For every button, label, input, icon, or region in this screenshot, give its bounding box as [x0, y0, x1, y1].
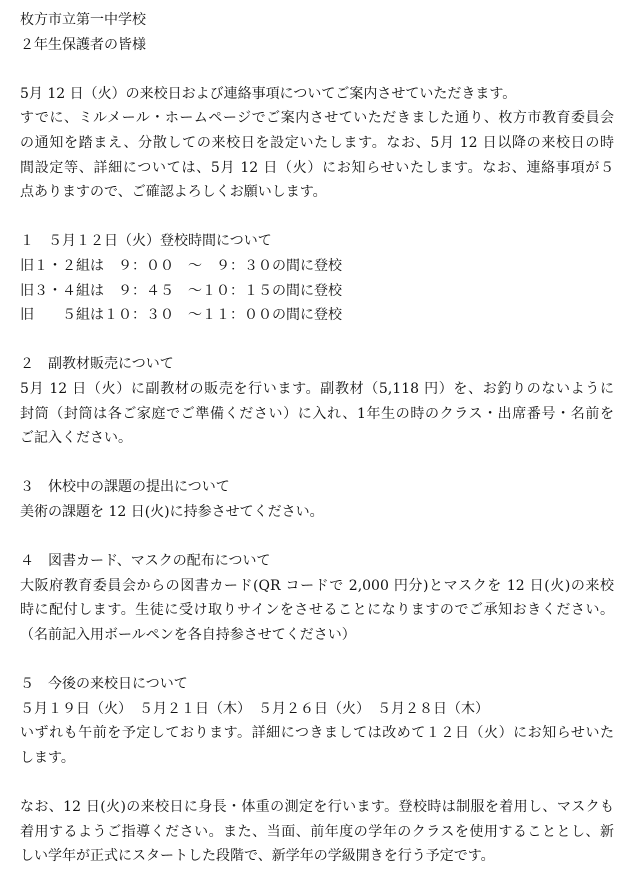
section-2-line: ご記入ください。 [20, 430, 132, 447]
closing-line: 着用するようご指導ください。また、当面、前年度の学年のクラスを使用することとし、新 [20, 823, 614, 840]
spacer [20, 205, 614, 230]
spacer [20, 328, 614, 353]
recipient-line: ２年生保護者の皆様 [20, 36, 146, 53]
closing-line: しい学年が正式にスタートした段階で、新学年の学級開きを行う予定です。 [20, 848, 495, 865]
spacer [20, 647, 614, 672]
intro-line: すでに、ミルメール・ホームページでご案内させていただきました通り、枚方市教育委員会 [20, 110, 614, 127]
section-3-heading: ３ 休校中の課題の提出について [20, 479, 230, 496]
school-name: 枚方市立第一中学校 [20, 12, 146, 28]
section-3-line: 美術の課題を 12 日(火)に持参させてください。 [20, 503, 324, 520]
section-5-line: します。 [20, 749, 75, 766]
section-5-line: いずれも午前を予定しております。詳細につきましては改めて１２日（火）にお知らせいた [20, 725, 614, 742]
spacer [20, 57, 614, 82]
intro-line: 5月 12 日（火）の来校日および連絡事項についてご案内させていただきます。 [20, 85, 517, 102]
visit-dates: ５月１９日（火） ５月２１日（木） ５月２６日（火） ５月２８日（木） [20, 700, 489, 717]
spacer [20, 451, 614, 476]
section-5-heading: ５ 今後の来校日について [20, 676, 188, 693]
section-4-line: 時に配付します。生徒に受け取りサインをさせることになりますのでご承知おきください。 [20, 602, 614, 619]
section-2-heading: ２ 副教材販売について [20, 356, 174, 373]
schedule-row: 旧 ５組は１０：３０ ～１１：００の間に登校 [20, 307, 342, 324]
closing-line: なお、12 日(火)の来校日に身長・体重の測定を行います。登校時は制服を着用し、マスクも [20, 799, 614, 815]
section-2-line: 封筒（封筒は各ご家庭でご準備ください）に入れ、1年生の時のクラス・出席番号・名前を [20, 405, 614, 422]
intro-line: の通知を踏まえ、分散しての来校日を設定いたします。なお、5月 12 日以降の来校日の時 [20, 134, 614, 151]
section-1-heading: １ ５月１２日（火）登校時間について [20, 233, 272, 250]
section-4-line: （名前記入用ボールペンを各自持参させてください） [20, 626, 356, 643]
section-4-line: 大阪府教育委員会からの図書カード(QR コードで 2,000 円分)とマスクを 12 日(火)の来校 [20, 577, 614, 594]
spacer [20, 770, 614, 795]
intro-line: 間設定等、詳細については、5月 12 日（火）にお知らせいたします。なお、連絡事項が５ [20, 159, 614, 176]
section-4-heading: ４ 図書カード、マスクの配布について [20, 553, 271, 570]
spacer [20, 524, 614, 549]
schedule-row: 旧３・４組は ９：４５ ～１０：１５の間に登校 [20, 282, 342, 299]
intro-line: 点ありますので、ご確認よろしくお願いします。 [20, 184, 327, 201]
section-2-line: 5月 12 日（火）に副教材の販売を行います。副教材（5,118 円）を、お釣りのないように [20, 380, 614, 397]
schedule-row: 旧１・２組は ９：００ ～ ９：３０の間に登校 [20, 257, 342, 274]
